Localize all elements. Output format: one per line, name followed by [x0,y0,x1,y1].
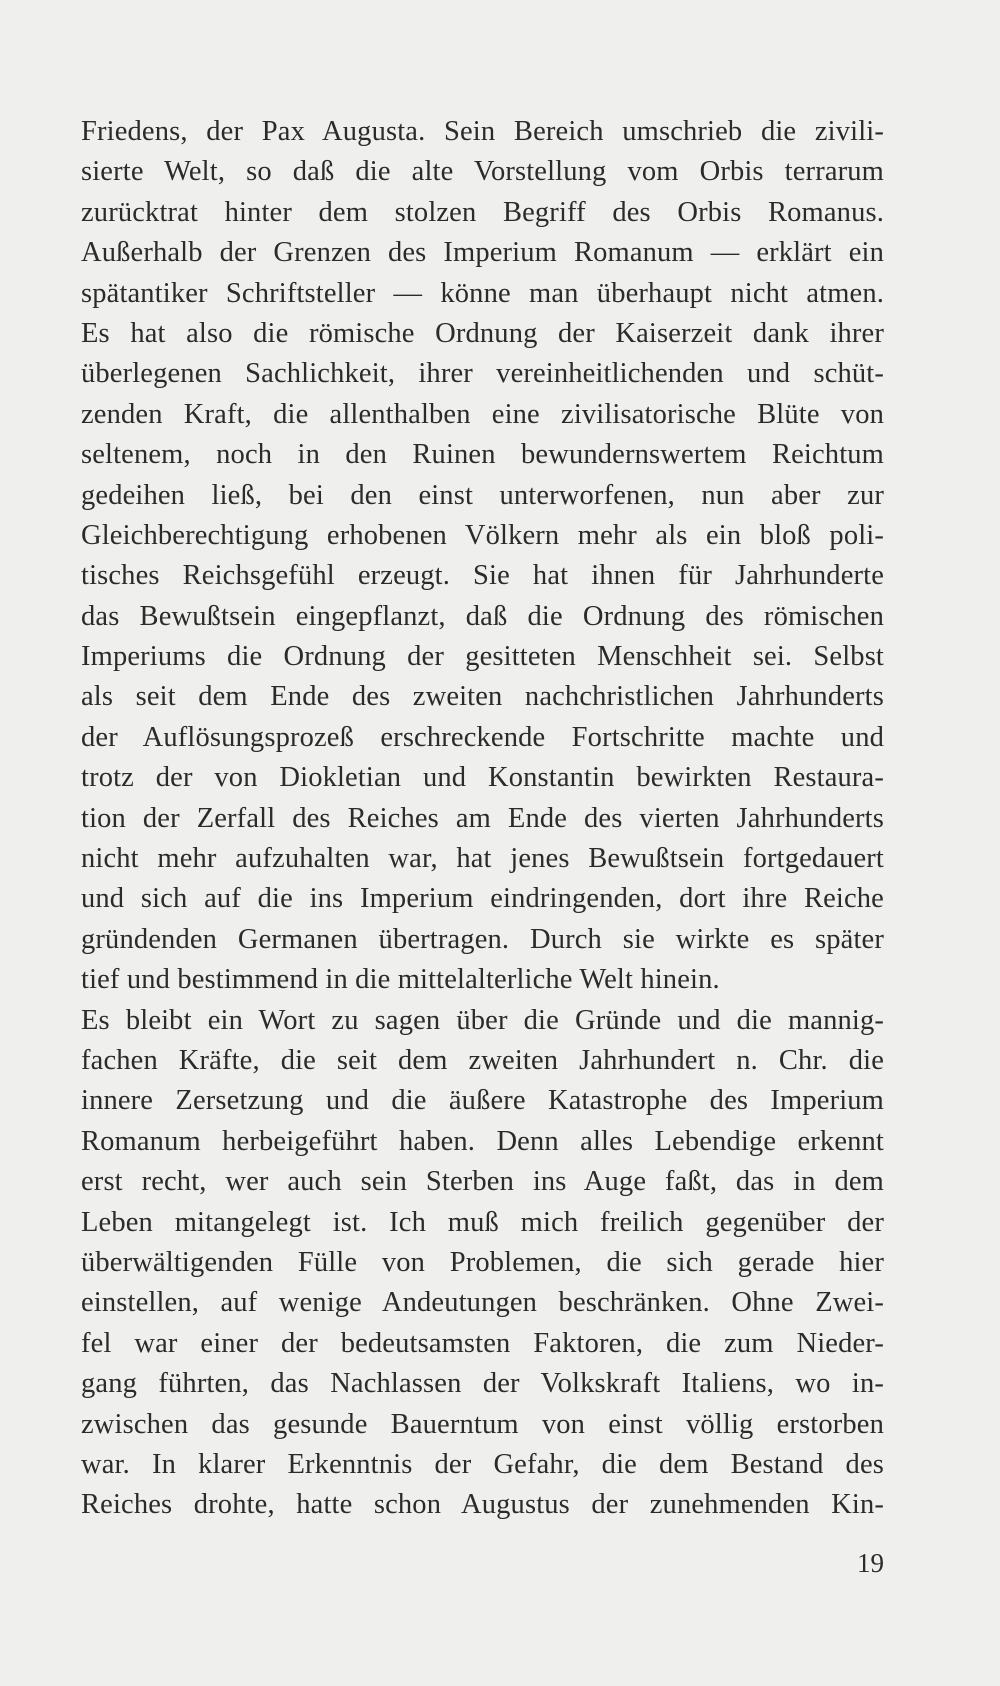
text-line: fel war einer der bedeutsamsten Faktoren, die zum Nieder- [81,1327,884,1359]
text-line: als seit dem Ende des zweiten nachchristlichen Jahrhunderts [81,681,884,713]
text-line: gang führten, das Nachlassen der Volkskraft Italiens, wo in- [81,1368,884,1400]
text-line: Es bleibt ein Wort zu sagen über die Gründe und die mannig- [81,1004,884,1036]
text-line: erst recht, wer auch sein Sterben ins Auge faßt, das in dem [81,1166,884,1198]
text-line: Gleichberechtigung erhobenen Völkern mehr als ein bloß poli- [81,519,884,551]
text-line: war. In klarer Erkenntnis der Gefahr, die dem Bestand des [81,1448,884,1480]
text-line: gedeihen ließ, bei den einst unterworfenen, nun aber zur [81,479,884,511]
text-line: tief und bestimmend in die mittelalterliche Welt hinein. [81,964,720,996]
text-line: tisches Reichsgefühl erzeugt. Sie hat ihnen für Jahrhunderte [81,560,884,592]
text-line: Leben mitangelegt ist. Ich muß mich freilich gegenüber der [81,1206,884,1238]
text-line: Imperiums die Ordnung der gesitteten Menschheit sei. Selbst [81,641,884,673]
page-number: 19 [857,1548,884,1578]
text-line: spätantiker Schriftsteller — könne man überhaupt nicht atmen. [81,277,884,309]
text-line: seltenem, noch in den Ruinen bewundernswertem Reichtum [81,439,884,471]
text-line: Außerhalb der Grenzen des Imperium Romanum — erklärt ein [81,237,884,269]
text-line: fachen Kräfte, die seit dem zweiten Jahrhundert n. Chr. die [81,1044,884,1076]
text-line: gründenden Germanen übertragen. Durch sie wirkte es später [81,923,884,955]
text-line: und sich auf die ins Imperium eindringenden, dort ihre Reiche [81,883,884,915]
text-line: Reiches drohte, hatte schon Augustus der zunehmenden Kin- [81,1489,884,1521]
text-line: zurücktrat hinter dem stolzen Begriff des Orbis Romanus. [81,196,884,228]
text-line: das Bewußtsein eingepflanzt, daß die Ordnung des römischen [81,600,884,632]
text-line: Romanum herbeigeführt haben. Denn alles Lebendige erkennt [81,1125,884,1157]
text-line: Friedens, der Pax Augusta. Sein Bereich umschrieb die zivili- [81,116,884,147]
body-text [81,112,884,1526]
text-line: trotz der von Diokletian und Konstantin bewirkten Restaura- [81,762,884,794]
text-line: tion der Zerfall des Reiches am Ende des vierten Jahrhunderts [81,802,884,834]
text-line: Es hat also die römische Ordnung der Kaiserzeit dank ihrer [81,317,884,349]
text-line: zwischen das gesunde Bauerntum von einst völlig erstorben [81,1408,884,1440]
text-line: überwältigenden Fülle von Problemen, die sich gerade hier [81,1246,884,1278]
text-line: innere Zersetzung und die äußere Katastrophe des Imperium [81,1085,884,1117]
text-line: zenden Kraft, die allenthalben eine zivilisatorische Blüte von [81,398,884,430]
text-line: einstellen, auf wenige Andeutungen beschränken. Ohne Zwei- [81,1287,884,1319]
text-line: nicht mehr aufzuhalten war, hat jenes Bewußtsein fortgedauert [81,843,884,875]
text-line: überlegenen Sachlichkeit, ihrer vereinheitlichenden und schüt- [81,358,884,390]
text-line: sierte Welt, so daß die alte Vorstellung vom Orbis terrarum [81,156,884,188]
text-line: der Auflösungsprozeß erschreckende Fortschritte machte und [81,721,884,753]
